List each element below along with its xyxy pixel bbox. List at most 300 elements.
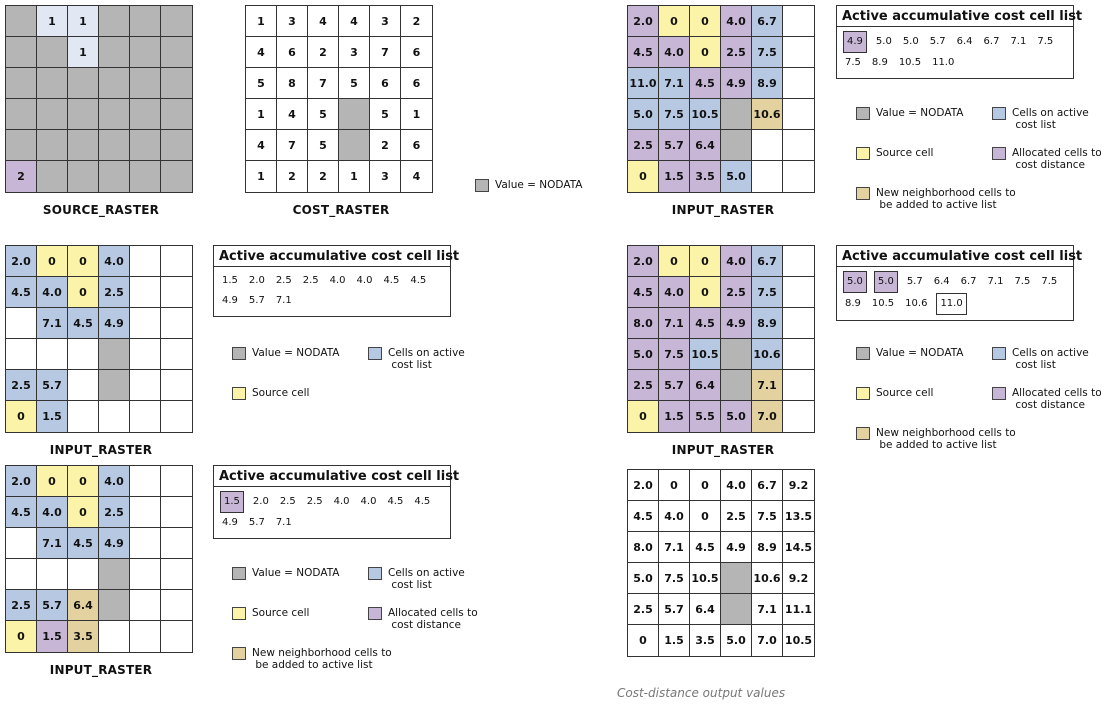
raster-cell [68,99,99,130]
raster-cell: 5 [370,99,401,130]
raster-cell: 4.5 [690,308,721,339]
raster-cell: 1 [339,161,370,192]
list-value: 2.5 [306,496,323,507]
list-value: 4.0 [356,275,373,286]
raster-cell [6,308,37,339]
raster-cell [130,277,161,308]
raster-cell [130,559,161,590]
raster-cell [99,99,130,130]
raster-cell: 2.5 [628,594,659,625]
raster-cell: 2.5 [99,277,130,308]
raster-cell: 1 [246,99,277,130]
raster-cell [752,161,783,192]
raster-cell: 1.5 [37,621,68,652]
legend-active-step1: Cells on active cost list [368,347,465,371]
raster-cell [37,161,68,192]
raster-cell [130,370,161,401]
raster-cell [99,37,130,68]
nodata-swatch [475,179,489,192]
raster-cell [130,37,161,68]
legend-nodata-step1: Value = NODATA [232,347,339,360]
raster-cell [99,161,130,192]
legend-nodata-top: Value = NODATA [475,179,582,192]
raster-cell: 2 [370,130,401,161]
raster-cell [6,99,37,130]
list-value: 4.9 [222,517,238,528]
active-list-values [214,487,450,538]
list-value: 6.4 [956,36,973,47]
legend-active-step4: Cells on active cost list [992,347,1089,371]
raster-cell: 5 [308,99,339,130]
raster-cell [721,339,752,370]
raster-cell [37,339,68,370]
list-value: 4.5 [387,496,404,507]
raster-cell: 4.0 [99,466,130,497]
legend-source-step2: Source cell [232,607,309,620]
raster-cell [68,68,99,99]
raster-cell: 4 [401,161,432,192]
raster-cell: 2 [308,161,339,192]
raster-cell: 6 [277,37,308,68]
raster-cell: 6 [370,68,401,99]
raster-cell: 10.6 [752,563,783,594]
active-list-values [837,27,1073,78]
raster-cell: 2.5 [99,497,130,528]
raster-cell: 5.7 [659,370,690,401]
raster-cell: 7 [370,37,401,68]
raster-cell [721,370,752,401]
raster-cell: 1 [68,37,99,68]
raster-cell [161,621,192,652]
raster-cell: 1 [401,99,432,130]
raster-cell: 6.7 [752,6,783,37]
input-raster-step2-caption: INPUT_RASTER [49,663,153,677]
raster-cell [99,370,130,401]
raster-cell: 0 [659,246,690,277]
input-raster-step1-caption: INPUT_RASTER [49,443,153,457]
raster-cell: 4.0 [721,6,752,37]
raster-cell [6,37,37,68]
list-value: 7.1 [987,276,1004,287]
raster-cell: 5.7 [659,594,690,625]
list-value: 10.5 [871,298,895,309]
raster-cell: 0 [690,470,721,501]
raster-cell: 7 [277,130,308,161]
raster-cell: 0 [659,470,690,501]
cost-raster-grid [245,5,433,193]
raster-cell [783,339,814,370]
raster-cell: 0 [690,37,721,68]
raster-cell [161,308,192,339]
source-raster-caption: SOURCE_RASTER [42,203,160,217]
raster-cell: 0 [628,161,659,192]
legend-allocated-step4: Allocated cells to cost distance [992,387,1102,411]
raster-cell [130,6,161,37]
list-value: 6.7 [983,36,1000,47]
raster-cell [161,339,192,370]
raster-cell: 6 [401,37,432,68]
raster-cell: 1.5 [37,401,68,432]
raster-cell: 3 [339,37,370,68]
raster-cell: 6.4 [690,370,721,401]
raster-cell: 2.5 [6,590,37,621]
raster-cell: 7.5 [659,563,690,594]
raster-cell: 10.5 [690,563,721,594]
raster-cell: 4 [277,99,308,130]
list-value: 5.7 [906,276,923,287]
raster-cell: 7.1 [659,532,690,563]
raster-cell: 4.5 [628,277,659,308]
list-value: 7.5 [1037,36,1054,47]
raster-cell [130,466,161,497]
raster-cell: 7.5 [752,37,783,68]
raster-cell: 10.6 [752,339,783,370]
raster-cell [339,130,370,161]
raster-cell: 5.0 [628,339,659,370]
list-value: 2.0 [252,496,269,507]
raster-cell: 2.5 [628,130,659,161]
raster-cell [68,559,99,590]
raster-cell: 7.1 [752,594,783,625]
raster-cell: 2.0 [6,466,37,497]
legend-active-step3: Cells on active cost list [992,107,1089,131]
input-raster-step1-grid [5,245,193,433]
raster-cell [68,370,99,401]
raster-cell: 4.5 [628,501,659,532]
raster-cell: 7.5 [752,501,783,532]
raster-cell [68,401,99,432]
raster-cell: 8.9 [752,68,783,99]
raster-cell: 5.0 [628,99,659,130]
active-list-title: Active accumulative cost cell list [214,246,450,267]
raster-cell: 2.5 [6,370,37,401]
list-value: 7.5 [1014,276,1031,287]
raster-cell: 11.1 [783,594,814,625]
list-value: 8.9 [871,57,888,68]
list-value: 4.0 [360,496,377,507]
raster-cell: 0 [37,246,68,277]
raster-cell: 4.0 [37,497,68,528]
raster-cell: 7.5 [752,277,783,308]
raster-cell [99,401,130,432]
raster-cell [783,37,814,68]
raster-cell [6,68,37,99]
list-value: 11.0 [932,57,955,68]
raster-cell: 2 [308,37,339,68]
raster-cell [161,590,192,621]
raster-cell [130,528,161,559]
raster-cell: 3 [277,6,308,37]
raster-cell: 7.0 [752,625,783,656]
legend-nodata-step4: Value = NODATA [856,347,963,360]
legend-source-step4: Source cell [856,387,933,400]
raster-cell: 3.5 [690,161,721,192]
input-raster-step3-caption: INPUT_RASTER [671,203,775,217]
raster-cell [161,130,192,161]
raster-cell: 4.0 [721,246,752,277]
list-value: 2.5 [275,275,292,286]
raster-cell: 5.0 [721,161,752,192]
list-value: 5.0 [875,36,892,47]
list-value: 6.7 [960,276,977,287]
raster-cell [339,99,370,130]
raster-cell [130,130,161,161]
raster-cell: 13.5 [783,501,814,532]
raster-cell: 6.4 [690,130,721,161]
raster-cell: 0 [628,625,659,656]
list-value: 10.5 [898,57,922,68]
raster-cell: 7 [308,68,339,99]
raster-cell [99,621,130,652]
raster-cell: 4.9 [99,308,130,339]
raster-cell: 0 [68,497,99,528]
raster-cell [68,161,99,192]
list-value: 10.6 [905,298,928,309]
raster-cell: 7.1 [37,528,68,559]
raster-cell: 1.5 [659,625,690,656]
raster-cell: 5.0 [721,625,752,656]
raster-cell [130,590,161,621]
raster-cell: 4.9 [721,308,752,339]
raster-cell: 1 [37,6,68,37]
raster-cell: 5.0 [721,401,752,432]
raster-cell: 2 [277,161,308,192]
raster-cell [99,590,130,621]
active-list-values [214,267,450,316]
raster-cell: 2.5 [721,37,752,68]
raster-cell [721,99,752,130]
list-value: 4.0 [333,496,350,507]
input-raster-step4-caption: INPUT_RASTER [671,443,775,457]
raster-cell: 6.4 [690,594,721,625]
list-value: 4.5 [410,275,427,286]
raster-cell: 4.0 [659,501,690,532]
raster-cell: 4.0 [37,277,68,308]
raster-cell: 8.0 [628,532,659,563]
raster-cell [783,161,814,192]
list-value: 5.7 [929,36,946,47]
raster-cell: 0 [690,277,721,308]
legend-source-step1: Source cell [232,387,309,400]
raster-cell: 4.5 [68,528,99,559]
raster-cell: 10.5 [783,625,814,656]
raster-cell [6,559,37,590]
raster-cell: 4 [308,6,339,37]
list-value: 7.1 [275,517,292,528]
raster-cell: 0 [37,466,68,497]
raster-cell [6,528,37,559]
raster-cell [6,130,37,161]
list-value: 4.0 [329,275,346,286]
raster-cell: 2 [401,6,432,37]
raster-cell [130,68,161,99]
input-raster-step4-grid [627,245,815,433]
raster-cell: 4.0 [99,246,130,277]
list-value: 2.5 [302,275,319,286]
raster-cell [783,277,814,308]
raster-cell [130,497,161,528]
raster-cell [752,130,783,161]
list-value: 4.5 [414,496,431,507]
raster-cell: 7.1 [37,308,68,339]
raster-cell [6,6,37,37]
raster-cell: 5.0 [628,563,659,594]
raster-cell: 6 [401,68,432,99]
raster-cell: 0 [690,501,721,532]
raster-cell: 0 [690,246,721,277]
raster-cell [783,246,814,277]
raster-cell [161,528,192,559]
raster-cell: 3 [370,6,401,37]
raster-cell [99,339,130,370]
active-list-values [837,267,1073,320]
list-value: 7.5 [845,57,861,68]
list-value: 5.0 [902,36,919,47]
raster-cell [721,594,752,625]
raster-cell [99,559,130,590]
raster-cell: 0 [6,401,37,432]
cost-distance-output-grid [627,469,815,657]
raster-cell: 4.5 [6,277,37,308]
output-caption: Cost-distance output values [617,686,786,700]
raster-cell: 4.5 [68,308,99,339]
raster-cell: 2.0 [6,246,37,277]
raster-cell [721,563,752,594]
raster-cell [161,466,192,497]
raster-cell [37,559,68,590]
raster-cell: 8.0 [628,308,659,339]
raster-cell [161,370,192,401]
raster-cell [783,370,814,401]
raster-cell: 2.0 [628,470,659,501]
legend-allocated-step2: Allocated cells to cost distance [368,607,478,631]
raster-cell: 3 [370,161,401,192]
raster-cell [37,68,68,99]
raster-cell: 5 [339,68,370,99]
raster-cell: 9.2 [783,470,814,501]
raster-cell: 4.5 [628,37,659,68]
raster-cell: 3.5 [690,625,721,656]
raster-cell [783,308,814,339]
active-list-step3: Active accumulative cost cell list 4.9 5.0 5.0 5.7 6.4 6.7 7.1 7.57.5 8.9 10.5 11.0 [836,5,1074,79]
active-list-step4: Active accumulative cost cell list 5.0 5.0 5.7 6.4 6.7 7.1 7.5 7.58.9 10.5 10.6 11.0 [836,245,1074,321]
raster-cell [783,130,814,161]
raster-cell: 7.0 [752,401,783,432]
legend-new-step4: New neighborhood cells to be added to active list [856,427,1016,451]
raster-cell: 2.5 [721,277,752,308]
raster-cell [783,99,814,130]
raster-cell: 6.4 [68,590,99,621]
legend-nodata-step2: Value = NODATA [232,567,339,580]
raster-cell: 0 [6,621,37,652]
raster-cell [130,308,161,339]
list-value: 4.9 [222,295,238,306]
raster-cell [130,621,161,652]
raster-cell [161,99,192,130]
raster-cell: 4.5 [6,497,37,528]
raster-cell: 14.5 [783,532,814,563]
legend-nodata-step3: Value = NODATA [856,107,963,120]
raster-cell [6,339,37,370]
raster-cell: 0 [628,401,659,432]
raster-cell: 4.5 [690,68,721,99]
list-value: 7.5 [1041,276,1058,287]
raster-cell: 5 [308,130,339,161]
raster-cell: 9.2 [783,563,814,594]
raster-cell: 4.9 [721,68,752,99]
raster-cell [130,401,161,432]
list-value: 1.5 [220,491,244,513]
raster-cell [37,130,68,161]
raster-cell: 0 [68,466,99,497]
raster-cell: 10.6 [752,99,783,130]
raster-cell: 10.5 [690,99,721,130]
raster-cell: 4.0 [721,470,752,501]
active-list-step2: Active accumulative cost cell list 1.5 2.0 2.5 2.5 4.0 4.0 4.5 4.54.9 5.7 7.1 [213,465,451,539]
raster-cell [130,339,161,370]
raster-cell: 2 [6,161,37,192]
raster-cell: 0 [68,277,99,308]
raster-cell: 5 [246,68,277,99]
list-value: 7.1 [275,295,292,306]
list-value: 7.1 [1010,36,1027,47]
raster-cell [161,68,192,99]
raster-cell: 5.5 [690,401,721,432]
raster-cell [161,401,192,432]
raster-cell: 2.0 [628,6,659,37]
raster-cell [783,68,814,99]
raster-cell: 4.9 [721,532,752,563]
raster-cell: 3.5 [68,621,99,652]
raster-cell [130,99,161,130]
raster-cell: 8.9 [752,308,783,339]
raster-cell: 7.1 [659,308,690,339]
raster-cell: 1 [246,6,277,37]
list-value: 1.5 [222,275,238,286]
raster-cell [99,68,130,99]
raster-cell: 7.1 [752,370,783,401]
raster-cell: 4.0 [659,37,690,68]
legend-new-step3: New neighborhood cells to be added to active list [856,187,1016,211]
raster-cell: 5.7 [37,590,68,621]
raster-cell [161,37,192,68]
raster-cell [37,37,68,68]
raster-cell: 4 [246,130,277,161]
raster-cell: 6.7 [752,470,783,501]
raster-cell: 4.0 [659,277,690,308]
raster-cell: 0 [659,6,690,37]
raster-cell [99,6,130,37]
input-raster-step3-grid [627,5,815,193]
list-value: 2.0 [248,275,265,286]
raster-cell: 6 [401,130,432,161]
raster-cell [130,246,161,277]
raster-cell [99,130,130,161]
raster-cell [161,277,192,308]
list-value: 5.0 [874,271,898,293]
raster-cell [130,161,161,192]
active-list-step1 [213,245,460,317]
raster-cell: 4.5 [690,532,721,563]
list-value: 2.5 [279,496,296,507]
legend-source-step3: Source cell [856,147,933,160]
list-value: 5.0 [843,271,867,293]
raster-cell: 2.0 [628,246,659,277]
raster-cell [161,497,192,528]
raster-cell: 7.5 [659,339,690,370]
raster-cell: 7.5 [659,99,690,130]
raster-cell: 1.5 [659,401,690,432]
